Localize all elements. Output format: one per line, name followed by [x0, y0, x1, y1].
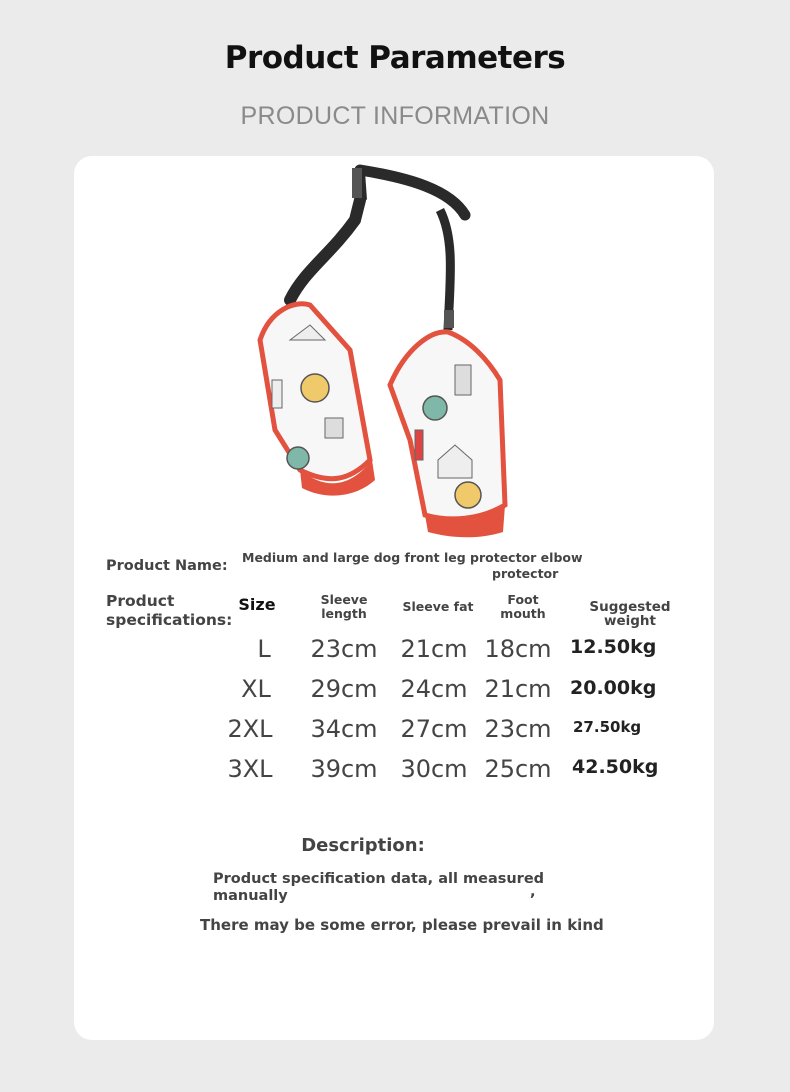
- header-size: Size: [238, 595, 276, 614]
- header-foot-mouth: Foot mouth: [500, 592, 546, 621]
- header-sleeve-length: Sleeve length: [320, 592, 368, 621]
- cell-weight: 27.50kg: [573, 718, 642, 736]
- product-name-label: Product Name:: [106, 558, 228, 574]
- header-sleeve-fat: Sleeve fat: [402, 599, 474, 614]
- cell-sleeve-fat: 21cm: [400, 635, 468, 663]
- cell-sleeve-fat: 24cm: [400, 675, 468, 703]
- page-subtitle: PRODUCT INFORMATION: [240, 102, 550, 130]
- description-line1b: manually: [213, 888, 288, 904]
- description-line2: There may be some error, please prevail in kind: [200, 916, 604, 934]
- cell-foot-mouth: 23cm: [484, 715, 552, 743]
- cell-sleeve-fat: 27cm: [400, 715, 468, 743]
- description-title: Description:: [301, 835, 425, 856]
- cell-foot-mouth: 21cm: [484, 675, 552, 703]
- cell-sleeve-length: 23cm: [310, 635, 378, 663]
- cell-size: 3XL: [227, 755, 273, 783]
- cell-weight: 12.50kg: [570, 636, 657, 658]
- specs-label-line1: Product: [106, 592, 175, 610]
- cell-size: 2XL: [227, 715, 273, 743]
- header-suggested-weight: Suggested weight: [589, 599, 671, 629]
- page-title: Product Parameters: [224, 40, 566, 76]
- description-line1a: Product specification data, all measured: [213, 871, 545, 887]
- cell-sleeve-length: 34cm: [310, 715, 378, 743]
- cell-sleeve-fat: 30cm: [400, 755, 468, 783]
- cell-foot-mouth: 18cm: [484, 635, 552, 663]
- specs-label-line2: specifications:: [106, 611, 233, 629]
- cell-sleeve-length: 29cm: [310, 675, 378, 703]
- cell-weight: 42.50kg: [572, 756, 659, 778]
- cell-size: XL: [241, 675, 271, 703]
- product-name-line1: Medium and large dog front leg protector elbow: [242, 550, 583, 565]
- cell-sleeve-length: 39cm: [310, 755, 378, 783]
- description-comma: ,: [530, 884, 536, 900]
- product-name-line2: protector: [492, 566, 559, 581]
- product-image: [210, 160, 590, 540]
- cell-size: L: [257, 635, 271, 663]
- cell-weight: 20.00kg: [570, 677, 657, 699]
- cell-foot-mouth: 25cm: [484, 755, 552, 783]
